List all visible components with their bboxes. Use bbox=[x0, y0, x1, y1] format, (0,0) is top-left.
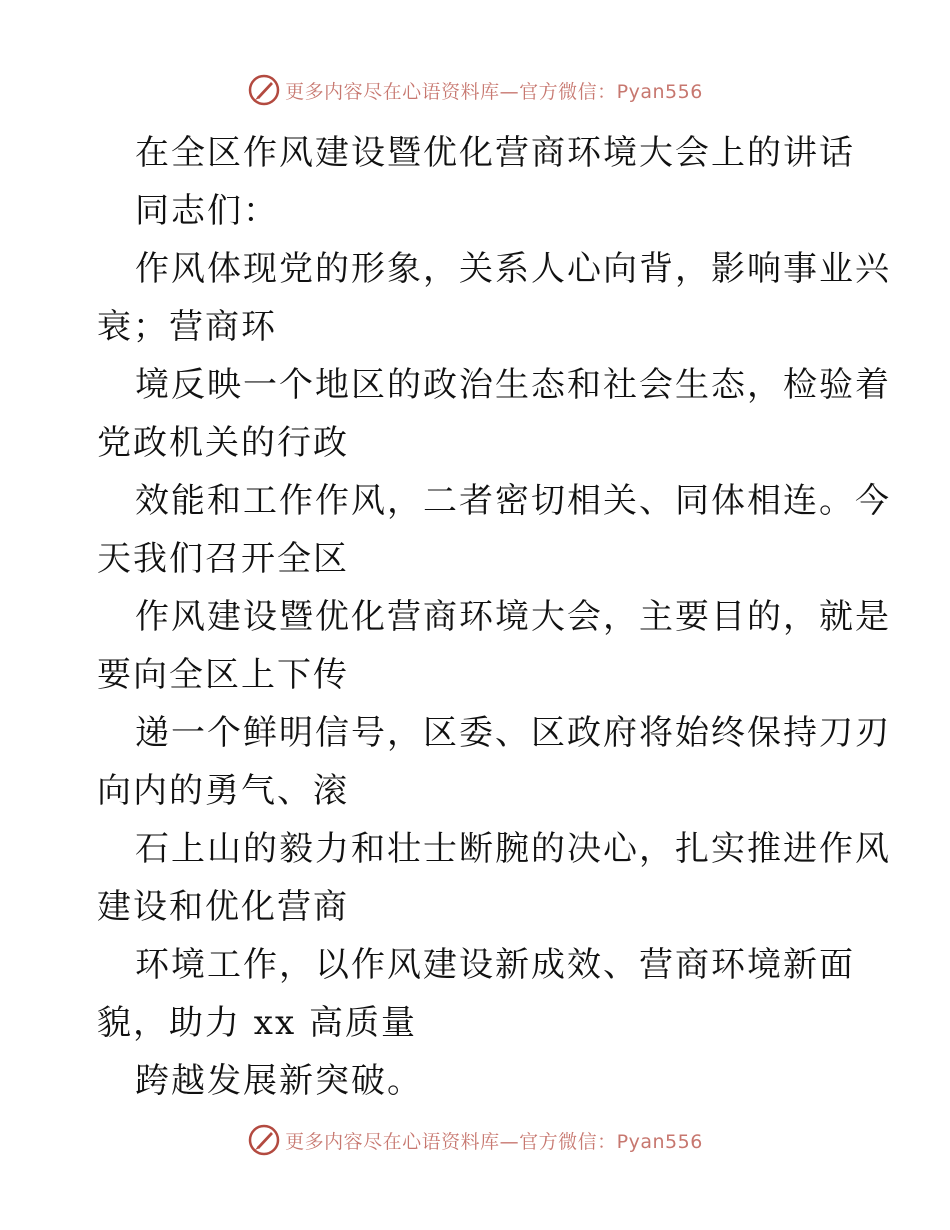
paragraph-lines bbox=[97, 182, 891, 1110]
text-line: 天我们召开全区 bbox=[97, 539, 349, 579]
text-line: 要向全区上下传 bbox=[97, 655, 349, 695]
text-line: 递一个鲜明信号，区委、区政府将始终保持刀刃 bbox=[135, 713, 891, 753]
text-line: 同志们： bbox=[135, 191, 279, 231]
document-body bbox=[97, 124, 891, 1110]
text-line: 跨越发展新突破。 bbox=[135, 1061, 423, 1101]
document-title: 在全区作风建设暨优化营商环境大会上的讲话 bbox=[135, 133, 855, 173]
text-line: 作风建设暨优化营商环境大会，主要目的，就是 bbox=[135, 597, 891, 637]
text-line: 效能和工作作风，二者密切相关、同体相连。今 bbox=[135, 481, 891, 521]
text-line: 貌，助力 xx 高质量 bbox=[97, 1003, 417, 1043]
text-line: 党政机关的行政 bbox=[97, 423, 349, 463]
quill-seal-icon bbox=[247, 1123, 281, 1157]
footer-watermark bbox=[0, 1120, 950, 1160]
header-watermark bbox=[0, 70, 950, 110]
text-line: 石上山的毅力和壮士断腕的决心，扎实推进作风 bbox=[135, 829, 891, 869]
text-line: 衰；营商环 bbox=[97, 307, 277, 347]
text-line: 作风体现党的形象，关系人心向背，影响事业兴 bbox=[135, 249, 891, 289]
watermark-text: 更多内容尽在心语资料库—官方微信：Pyan556 bbox=[285, 80, 703, 103]
text-line: 环境工作，以作风建设新成效、营商环境新面 bbox=[135, 945, 855, 985]
text-line: 境反映一个地区的政治生态和社会生态，检验着 bbox=[135, 365, 891, 405]
text-line: 建设和优化营商 bbox=[97, 887, 349, 927]
watermark-text: 更多内容尽在心语资料库—官方微信：Pyan556 bbox=[285, 1130, 703, 1153]
quill-seal-icon bbox=[247, 73, 281, 107]
text-line: 向内的勇气、滚 bbox=[97, 771, 349, 811]
